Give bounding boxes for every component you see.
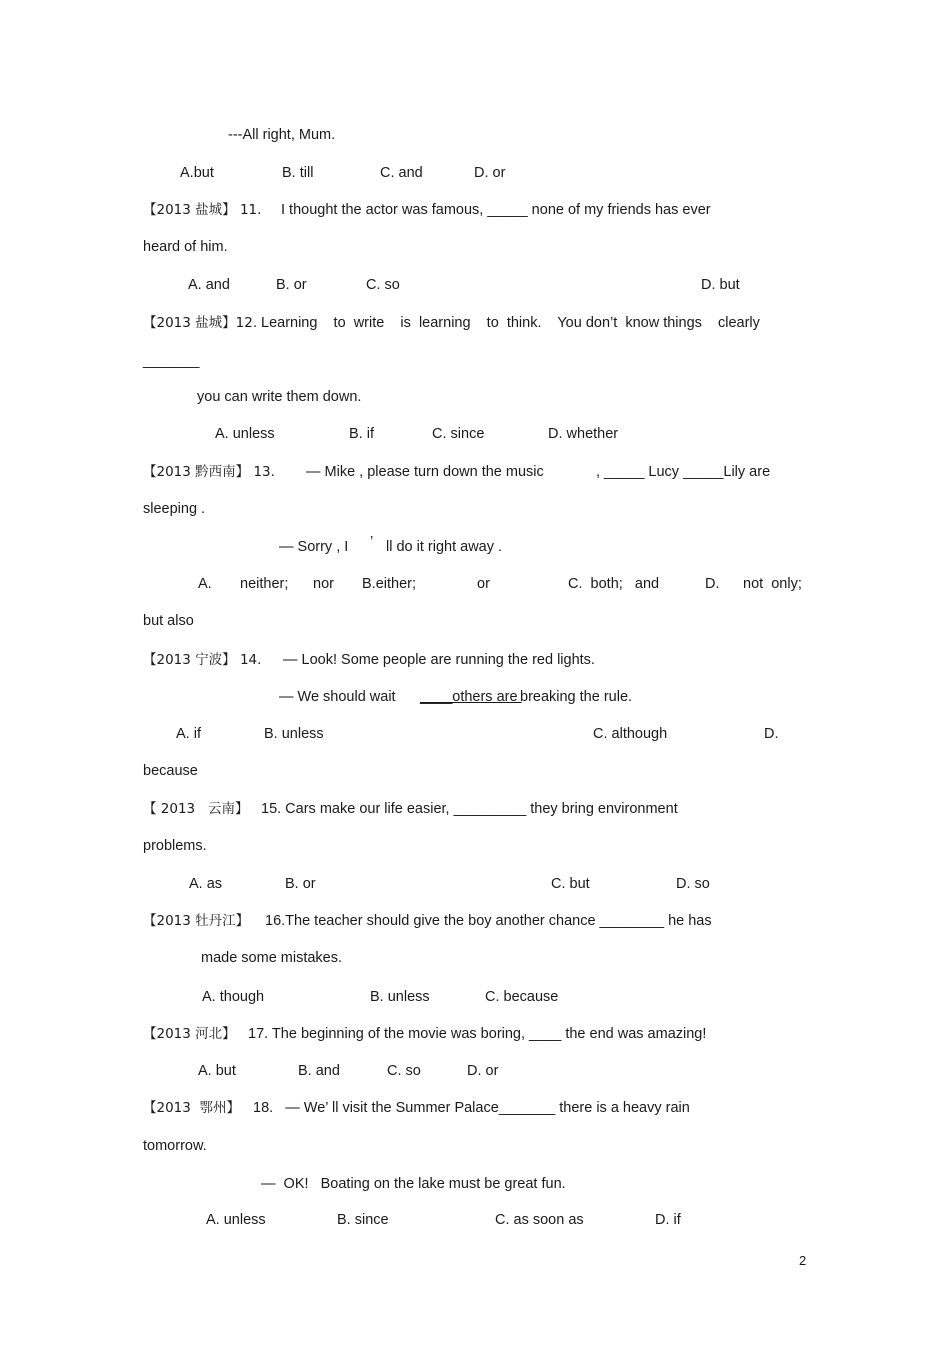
option-a: A.but: [180, 165, 214, 181]
option-c: C. although: [593, 726, 668, 742]
option-a: A. as: [189, 876, 223, 892]
response-line: — We should wait: [279, 689, 396, 705]
apostrophe: ’: [370, 534, 374, 550]
question-text: 18. — We’ ll visit the Summer Palace_______ there is a heavy rain: [253, 1100, 690, 1116]
question-tag: 【2013 鄂州】: [143, 1100, 240, 1116]
question-text: — Look! Some people are running the red lights.: [283, 652, 595, 668]
option-c: C. as soon as: [495, 1212, 584, 1228]
question-text: 15. Cars make our life easier, _________ they bring environment: [261, 801, 678, 817]
option-b: B. till: [282, 165, 314, 181]
option-d-text: because: [143, 763, 198, 779]
option-a-text: neither;: [240, 576, 289, 592]
option-d: D. if: [655, 1212, 681, 1228]
option-c: C. since: [432, 426, 485, 442]
question-text: Learning to write is learning to think. You don’t know things clearly: [261, 315, 760, 331]
question-text: problems.: [143, 838, 207, 854]
response-line: breaking the rule.: [520, 689, 633, 705]
question-text: made some mistakes.: [201, 950, 343, 966]
option-d-text: but also: [143, 613, 194, 629]
question-tag: 【2013 宁波】 14.: [143, 652, 262, 668]
option-b-text: or: [477, 576, 490, 592]
question-tag: 【 2013 云南】: [143, 801, 249, 817]
question-text: 16.The teacher should give the boy another chance ________ he has: [265, 913, 712, 929]
question-text: — Mike , please turn down the music: [306, 464, 544, 480]
question-text: you can write them down.: [197, 389, 362, 405]
question-text: I thought the actor was famous, _____ none of my friends has ever: [281, 202, 711, 218]
option-b: B. or: [285, 876, 316, 892]
response-line: — OK! Boating on the lake must be great fun.: [261, 1176, 566, 1192]
option-c: C. so: [366, 277, 400, 293]
underlined-blank: ____others are: [420, 689, 522, 705]
question-text: heard of him.: [143, 239, 228, 255]
question-tag: 【2013 牡丹江】: [143, 913, 250, 929]
option-a: A. if: [176, 726, 201, 742]
option-b: B. unless: [370, 989, 430, 1005]
option-c: C. both; and: [568, 576, 660, 592]
option-d: D. or: [467, 1063, 499, 1079]
answer-blank: _______: [143, 353, 200, 369]
question-tag: 【2013 盐城】 11.: [143, 202, 262, 218]
option-d: D. so: [676, 876, 710, 892]
question-tag: 【2013 河北】: [143, 1026, 236, 1042]
question-text: tomorrow.: [143, 1138, 207, 1154]
option-a: A. unless: [215, 426, 275, 442]
option-c: C. because: [485, 989, 559, 1005]
page-number: 2: [799, 1253, 807, 1268]
option-a: A. unless: [206, 1212, 266, 1228]
question-text: 17. The beginning of the movie was boring, ____ the end was amazing!: [248, 1026, 707, 1042]
question-tag: 【2013 黔西南】 13.: [143, 464, 275, 480]
option-a: A. and: [188, 277, 230, 293]
question-text: sleeping .: [143, 501, 206, 517]
response-line: ll do it right away .: [386, 539, 503, 555]
option-d: D.: [705, 576, 720, 592]
option-b: B. since: [337, 1212, 389, 1228]
option-c: C. but: [551, 876, 590, 892]
answer-line: ---All right, Mum.: [228, 127, 336, 143]
option-d: D. or: [474, 165, 506, 181]
option-b: B. if: [349, 426, 374, 442]
option-d-text: not only;: [743, 576, 802, 592]
option-c: C. so: [387, 1063, 421, 1079]
option-b: B.either;: [362, 576, 416, 592]
option-d: D.: [764, 726, 779, 742]
option-c: C. and: [380, 165, 423, 181]
question-text: , _____ Lucy _____Lily are: [596, 464, 771, 480]
response-line: — Sorry , I: [279, 539, 349, 555]
option-b: B. unless: [264, 726, 324, 742]
option-d: D. whether: [548, 426, 619, 442]
option-b: B. or: [276, 277, 307, 293]
option-d: D. but: [701, 277, 740, 293]
option-a: A. but: [198, 1063, 236, 1079]
option-a: A.: [198, 576, 212, 592]
option-a: A. though: [202, 989, 265, 1005]
option-a-text: nor: [313, 576, 334, 592]
option-b: B. and: [298, 1063, 340, 1079]
question-tag: 【2013 盐城】12.: [143, 315, 258, 331]
